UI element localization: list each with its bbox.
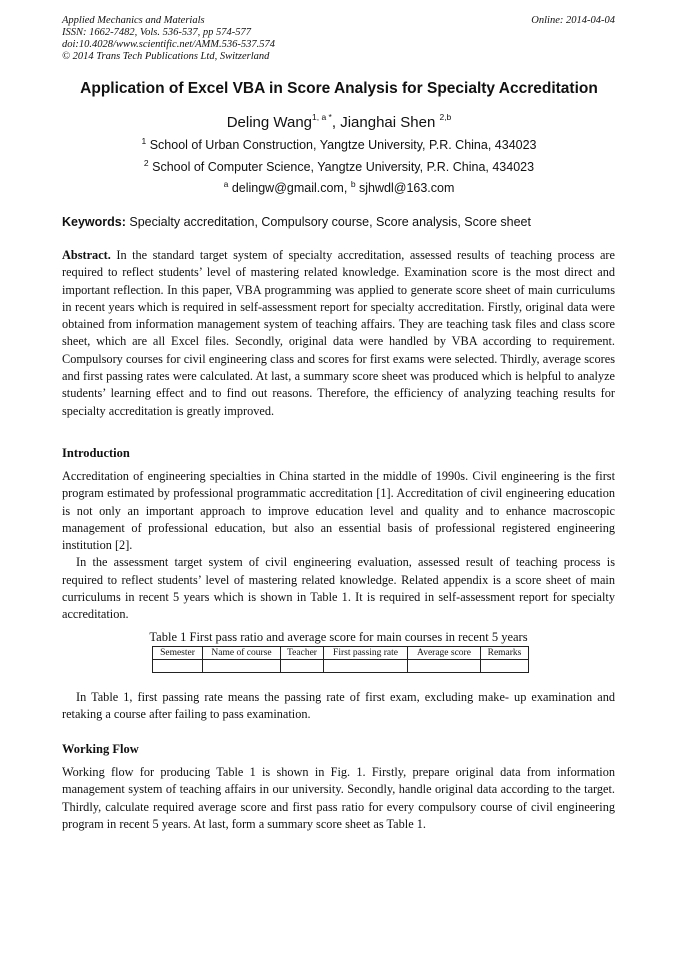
- email-superscript: a: [223, 179, 229, 189]
- author-superscript: 2,b: [439, 112, 452, 122]
- abstract: [62, 247, 615, 420]
- email-line: [40, 181, 638, 195]
- keywords: [62, 215, 615, 229]
- author-line: [40, 114, 638, 131]
- paper-title: Application of Excel VBA in Score Analysis for Specialty Accreditation: [80, 80, 598, 97]
- working-flow-heading: Working Flow: [62, 742, 139, 756]
- table-caption: Table 1 First pass ratio and average score for main courses in recent 5 years: [149, 630, 528, 644]
- column-header: Remarks: [481, 647, 529, 660]
- table-cell: [481, 660, 529, 673]
- copyright: © 2014 Trans Tech Publications Ltd, Switzerland: [62, 51, 270, 62]
- email-address: delingw@gmail.com,: [231, 181, 348, 195]
- issn: ISSN: 1662-7482, Vols. 536-537, pp 574-577: [62, 27, 251, 38]
- author-name: Deling Wang: [226, 114, 313, 131]
- email-superscript: b: [350, 179, 356, 189]
- score-table: [152, 646, 529, 673]
- table-cell: [281, 660, 324, 673]
- affiliation-1: [40, 138, 638, 152]
- author-superscript: 1, a *: [312, 112, 332, 122]
- introduction-body: [62, 468, 615, 624]
- online-date: Online: 2014-04-04: [531, 15, 615, 26]
- table-cell: [324, 660, 408, 673]
- introduction-paragraph-1: Accreditation of engineering specialties in China started in the middle of 1990s. Civil engineering is the first program estimated by professional programmatic accreditation [1]. Accreditation of civil engineering education is not only an important approach to improve education level and quality and to enhance macroscopic management of professional education, but also an essential basis of professional registered engineering institution [2].: [62, 469, 615, 553]
- affiliation-superscript: 1: [141, 136, 147, 146]
- keywords-text: Specialty accreditation, Compulsory course, Score analysis, Score sheet: [129, 215, 531, 229]
- affiliation-text: School of Urban Construction, Yangtze University, P.R. China, 434023: [149, 138, 537, 152]
- column-header: First passing rate: [324, 647, 408, 660]
- column-header: Teacher: [281, 647, 324, 660]
- table-cell: [153, 660, 203, 673]
- table-row: [153, 660, 529, 673]
- doi: doi:10.4028/www.scientific.net/AMM.536-537.574: [62, 39, 275, 50]
- journal-header: [62, 15, 615, 63]
- journal-name: Applied Mechanics and Materials: [62, 15, 205, 26]
- author-name: Jianghai Shen: [340, 114, 436, 131]
- table-explanation: In Table 1, first passing rate means the passing rate of first exam, excluding make- up examination and retaking a course after failing to pass examination.: [62, 690, 615, 722]
- column-header: Average score: [408, 647, 481, 660]
- affiliation-2: [40, 160, 638, 174]
- author-separator: ,: [331, 114, 341, 131]
- table-cell: [203, 660, 281, 673]
- table-header-row: [153, 647, 529, 660]
- affiliation-text: School of Computer Science, Yangtze University, P.R. China, 434023: [152, 160, 535, 174]
- table-cell: [408, 660, 481, 673]
- email-address: sjhwdl@163.com: [359, 181, 455, 195]
- affiliation-superscript: 2: [143, 158, 149, 168]
- abstract-text: In the standard target system of specialty accreditation, assessed results of teaching process are required to reflect students’ level of mastering related knowledge. Examination score is the most direct and important reflection. In this paper, VBA programming was applied to generate score sheet of main curriculums in recent years which is required in self-assessment report for specialty accreditation. Firstly, original data were obtained from information management system of teaching affairs. They are teaching task files and class score sheet, which are all Excel files. Secondly, original data were handled by VBA according to requirement. Compulsory courses for civil engineering class and scores for first exams were selected. Thirdly, average scores and first passing rates were calculated. At last, a summary score sheet was produced which is helpful to analyze students’ learning effect and to find out reasons. Therefore, the efficiency of analyzing teaching results for specialty accreditation is greatly improved.: [62, 248, 615, 418]
- introduction-heading: Introduction: [62, 446, 130, 460]
- column-header: Name of course: [203, 647, 281, 660]
- introduction-paragraph-2: In the assessment target system of civil engineering evaluation, assessed result of teaching process is required to reflect students’ level of mastering related knowledge. Related appendix is a score sheet of main curriculums in recent 5 years which is shown in Table 1. It is required in self-assessment report for specialty accreditation.: [62, 555, 615, 622]
- working-flow-paragraph: Working flow for producing Table 1 is shown in Fig. 1. Firstly, prepare original data from information management system of teaching affairs in our university. Secondly, handle original data according to the target. Thirdly, calculate required average score and first pass ratio for every compulsory course of civil engineering program in recent 5 years. At last, form a summary score sheet as Table 1.: [62, 765, 615, 831]
- column-header: Semester: [153, 647, 203, 660]
- keywords-label: Keywords:: [62, 215, 126, 229]
- abstract-label: Abstract.: [62, 248, 111, 262]
